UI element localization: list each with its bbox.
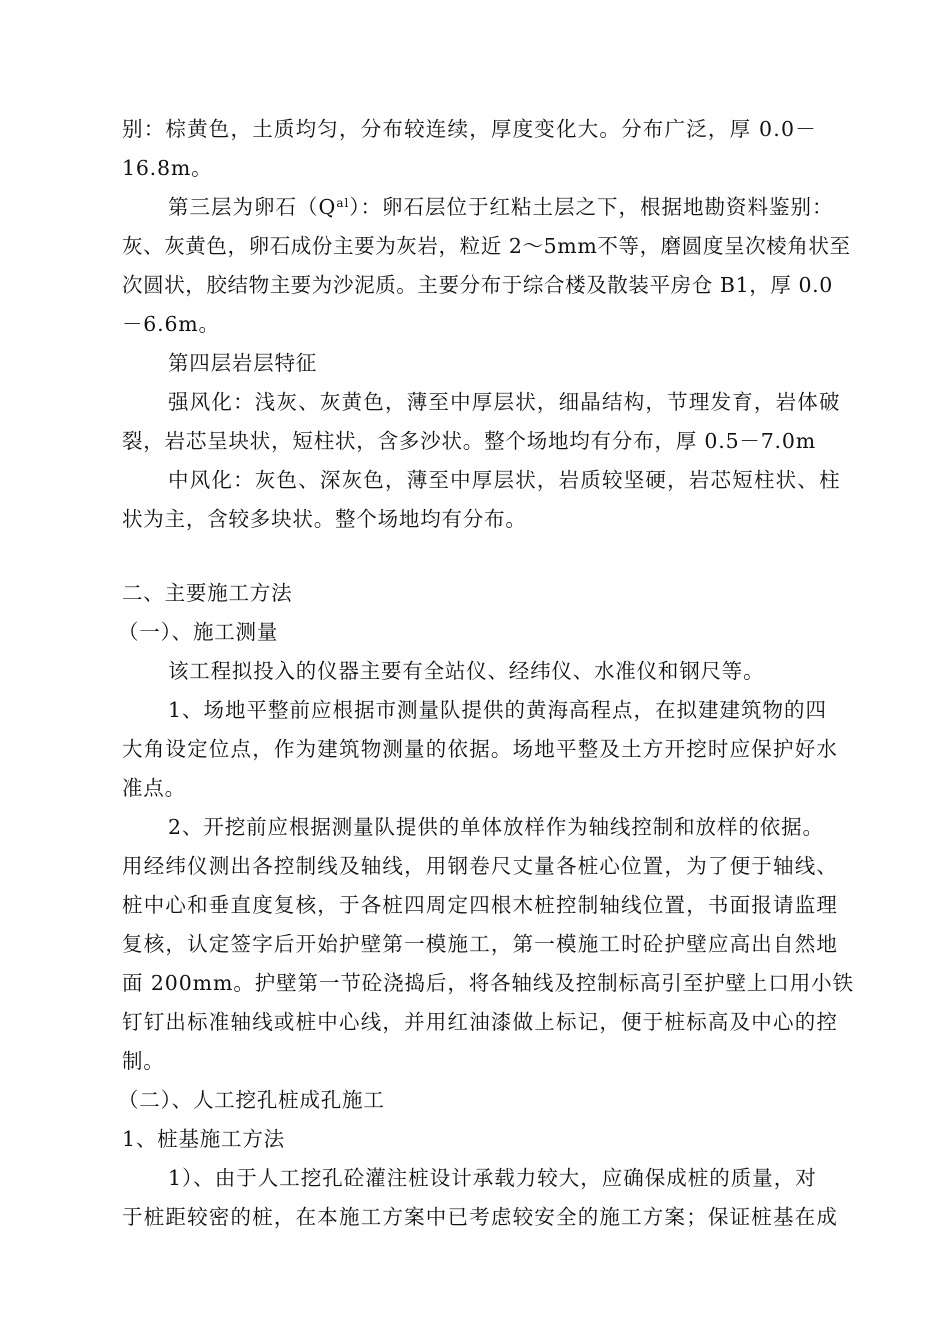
text-line: 中风化：灰色、深灰色，薄至中厚层状，岩质较坚硬，岩芯短柱状、柱: [168, 468, 841, 492]
section-heading: 第四层岩层特征: [168, 351, 318, 375]
text-line: 16.8m。: [122, 156, 213, 180]
text-line: 强风化：浅灰、灰黄色，薄至中厚层状，细晶结构，节理发育，岩体破: [168, 390, 841, 414]
layer3-text-after: ）：卵石层位于红粘土层之下，根据地勘资料鉴别：: [349, 195, 834, 219]
text-line: 该工程拟投入的仪器主要有全站仪、经纬仪、水准仪和钢尺等。: [168, 659, 765, 683]
subsection-heading: （二）、人工挖孔桩成孔施工: [118, 1088, 385, 1112]
text-line: 状为主，含较多块状。整个场地均有分布。: [122, 507, 527, 531]
text-line: 灰、灰黄色，卵石成份主要为灰岩，粒近 2～5mm不等，磨圆度呈次棱角状至: [122, 234, 851, 258]
text-line: 次圆状，胶结物主要为沙泥质。主要分布于综合楼及散装平房仓 B1，厚 0.0: [122, 273, 833, 297]
text-line: 2、开挖前应根据测量队提供的单体放样作为轴线控制和放样的依据。: [168, 815, 824, 839]
layer3-superscript: al: [336, 196, 350, 210]
text-line: 别：棕黄色，土质均匀，分布较连续，厚度变化大。分布广泛，厚 0.0－: [122, 117, 817, 141]
subsection-heading: 1、桩基施工方法: [122, 1127, 285, 1151]
subsection-heading: （一）、施工测量: [118, 620, 279, 644]
layer3-heading-line: [168, 194, 834, 220]
text-line: 复核，认定签字后开始护壁第一模施工，第一模施工时砼护壁应高出自然地: [122, 932, 839, 956]
text-line: 钉钉出标准轴线或桩中心线，并用红油漆做上标记，便于桩标高及中心的控: [122, 1010, 839, 1034]
text-line: 用经纬仪测出各控制线及轴线，用钢卷尺丈量各桩心位置，为了便于轴线、: [122, 854, 839, 878]
text-line: －6.6m。: [122, 312, 220, 336]
text-line: 准点。: [122, 776, 186, 800]
text-line: 1）、由于人工挖孔砼灌注桩设计承载力较大，应确保成桩的质量，对: [168, 1166, 817, 1190]
text-line: 桩中心和垂直度复核，于各桩四周定四根木桩控制轴线位置，书面报请监理: [122, 893, 839, 917]
text-line: 裂，岩芯呈块状，短柱状，含多沙状。整个场地均有分布，厚 0.5－7.0m: [122, 429, 816, 453]
layer3-text-before: 第三层为卵石（Q: [168, 195, 337, 219]
text-line: 面 200mm。护壁第一节砼浇捣后，将各轴线及控制标高引至护壁上口用小铁: [122, 971, 854, 995]
section-heading: 二、主要施工方法: [122, 581, 293, 605]
text-line: 大角设定位点，作为建筑物测量的依据。场地平整及土方开挖时应保护好水: [122, 737, 839, 761]
text-line: 1、场地平整前应根据市测量队提供的黄海高程点，在拟建建筑物的四: [168, 698, 828, 722]
text-line: 制。: [122, 1049, 165, 1073]
text-line: 于桩距较密的桩，在本施工方案中已考虑较安全的施工方案；保证桩基在成: [122, 1205, 839, 1229]
